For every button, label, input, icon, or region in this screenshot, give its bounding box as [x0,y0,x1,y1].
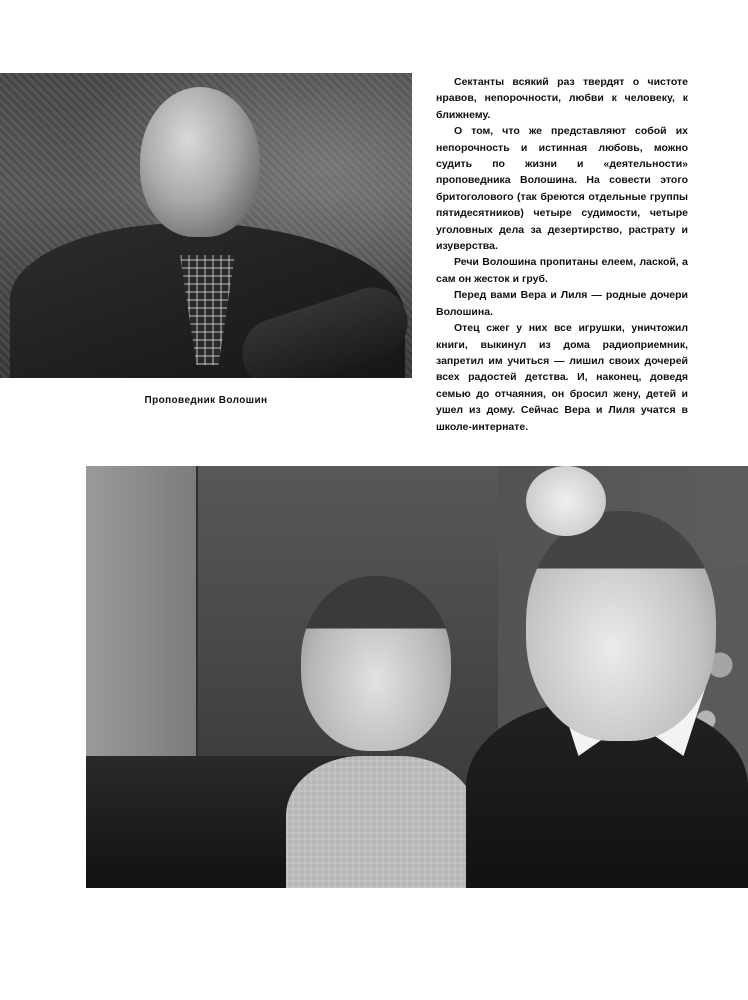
girl-right-head [526,511,716,741]
hair-bow [526,466,606,536]
daughters-photo [86,466,748,888]
article-text [436,74,688,435]
article-paragraph: Речи Волошина пропитаны елеем, лаской, а сам он жесток и груб. [436,256,688,285]
girl-left-dress [286,756,476,888]
article-paragraph: О том, что же представляют собой их непорочность и истинная любовь, можно судить по жизни и «деятельности» проповедника Волошина. На совести этого бритоголового (так бреются отдельные группы пятидесятников) четыре судимости, четыре уголовных дела за дезертирство, растрату и изуверства. [436,125,688,253]
photo-caption: Проповедник Волошин [144,395,268,406]
article-paragraph: Перед вами Вера и Лиля — родные дочери Волошина. [436,289,688,318]
preacher-head [140,87,260,237]
article-paragraph: Сектанты всякий раз твердят о чистоте нравов, непорочности, любви к человеку, к ближнему. [436,76,688,121]
preacher-photo [0,73,412,378]
girl-left-head [301,576,451,751]
article-paragraph: Отец сжег у них все игрушки, уничтожил книги, выкинул из дома радиоприемник, запретил им учиться — лишил своих дочерей всех радостей детства. И, наконец, доведя семью до отчаяния, он бросил жену, детей и ушел из дому. Сейчас Вера и Лиля учатся в школе-интернате. [436,322,688,433]
